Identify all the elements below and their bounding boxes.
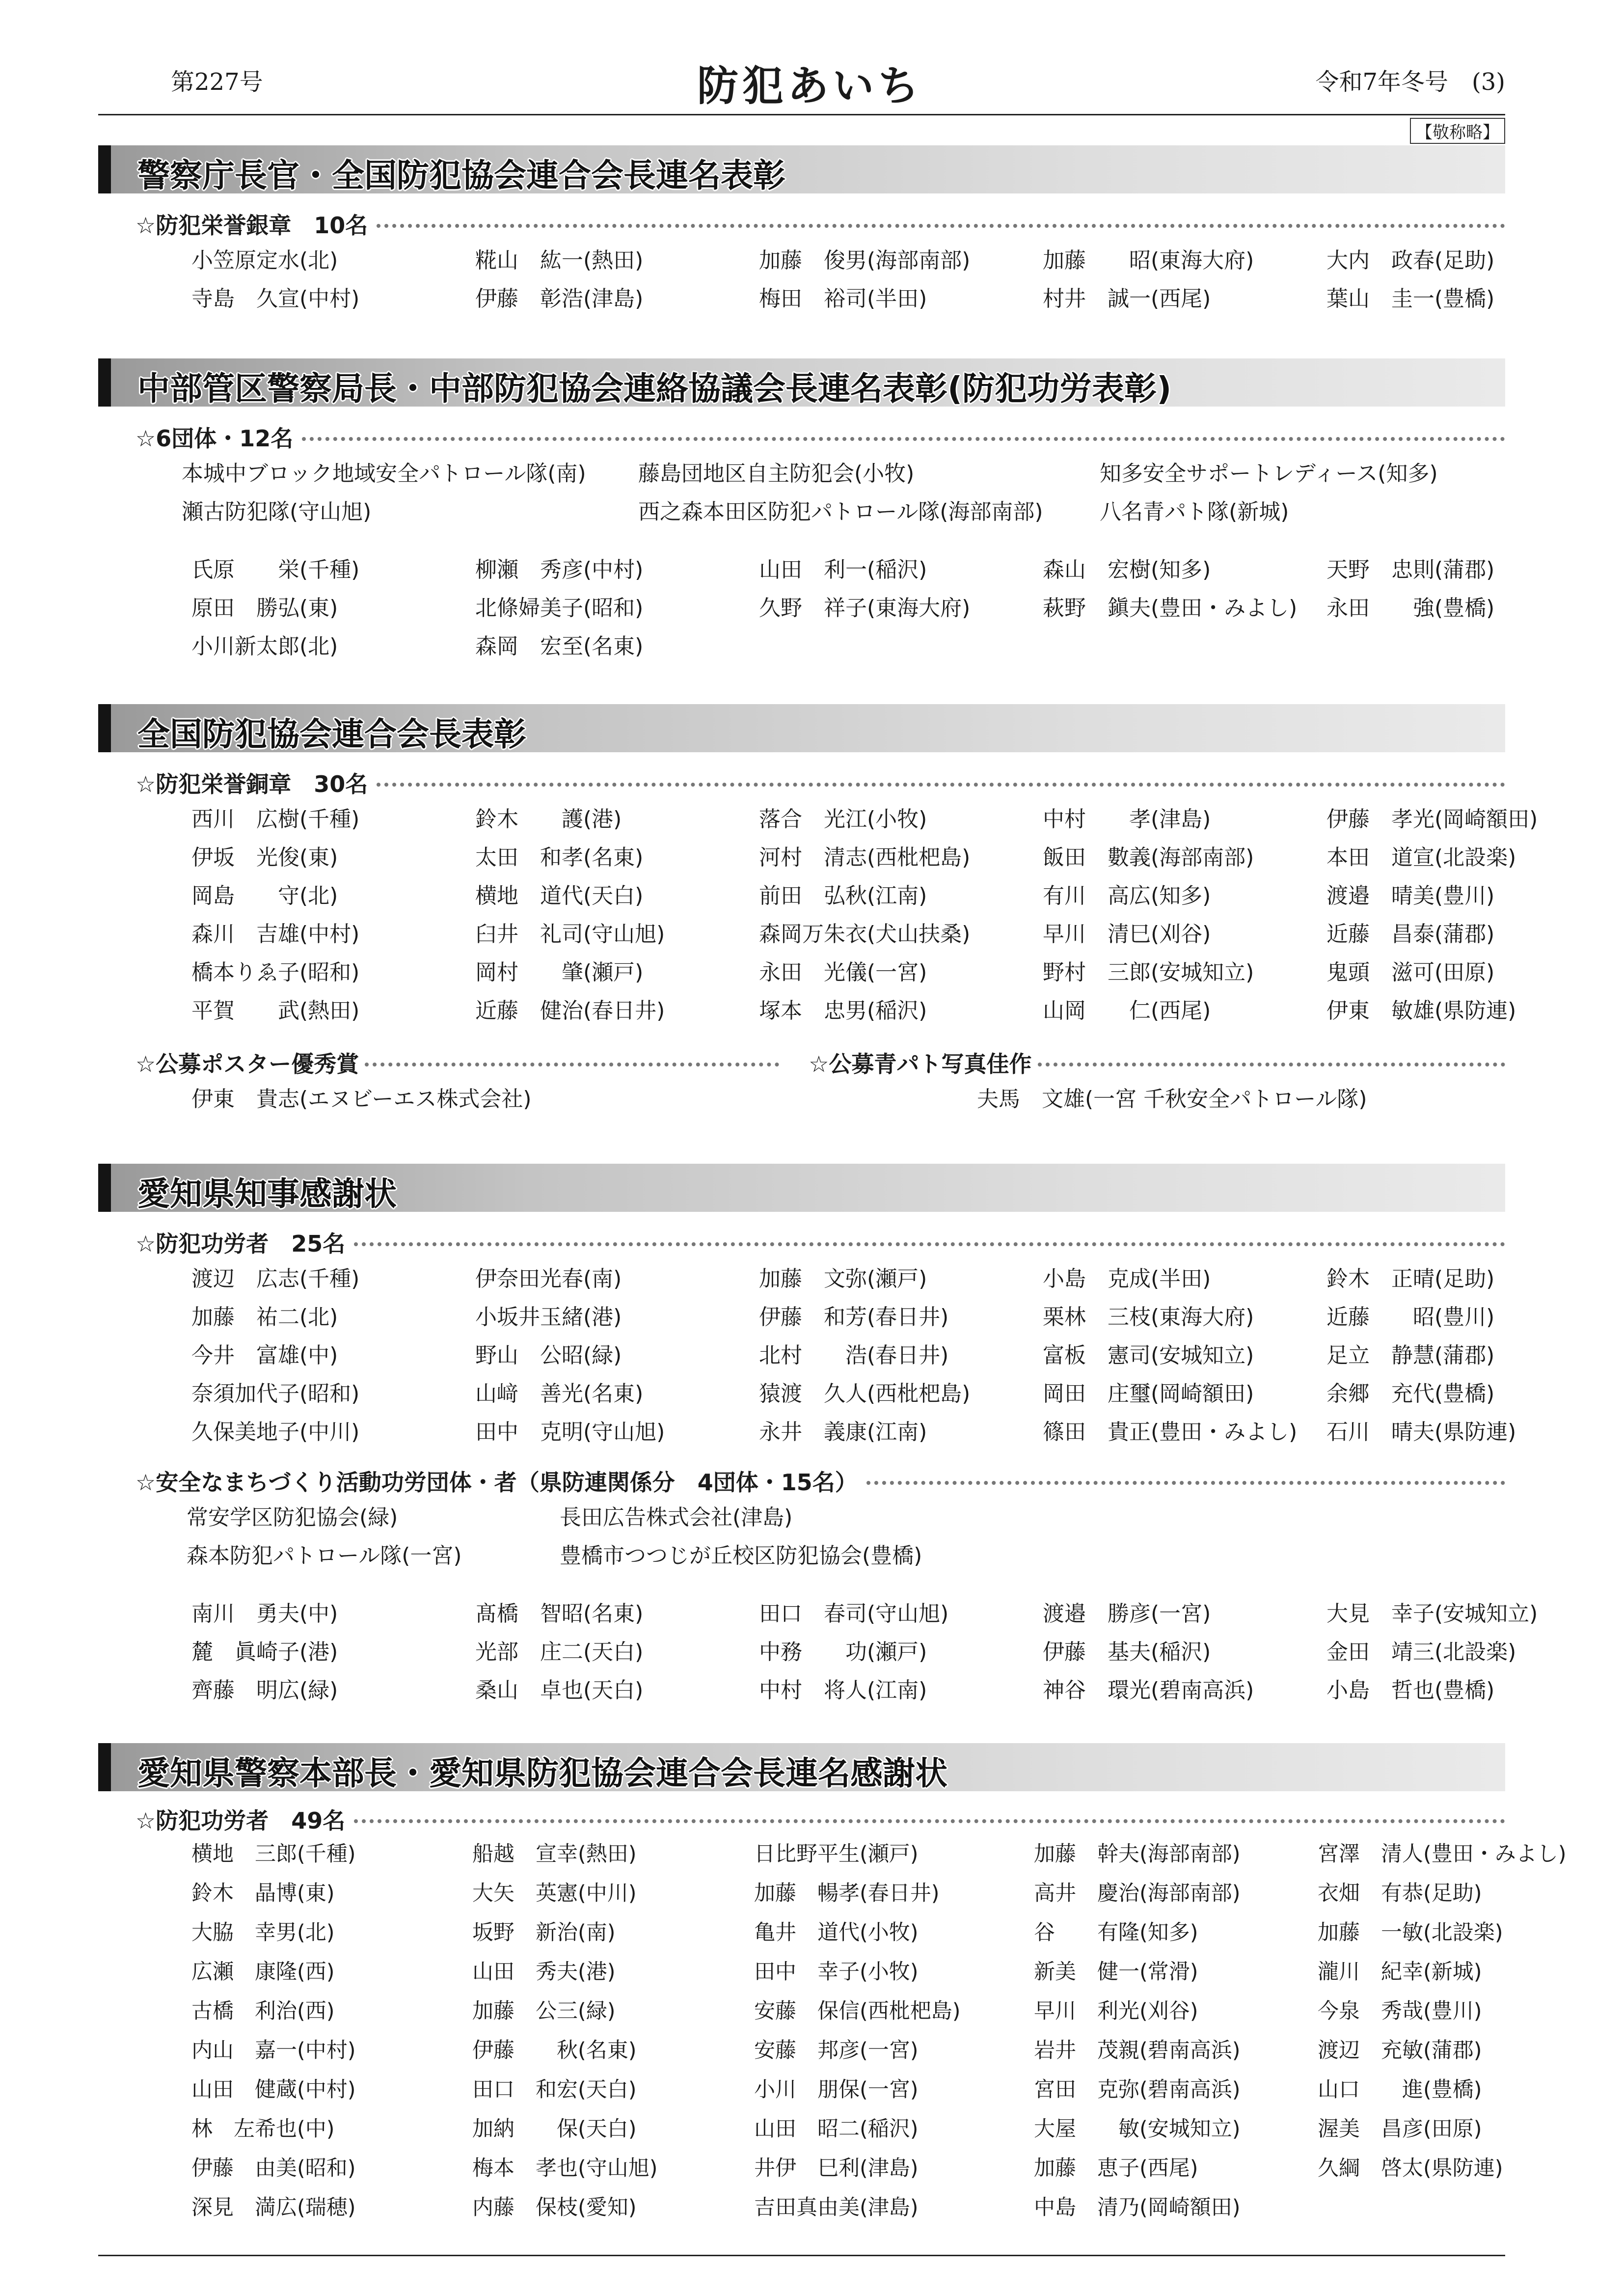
award-category: [135, 419, 1505, 455]
recipient-name: 谷 有隆(知多): [1034, 1920, 1198, 1945]
recipient-name: 萩野 鎭夫(豊田・みよし): [1043, 596, 1298, 621]
recipient-name: 久保美地子(中川): [191, 1420, 360, 1445]
recipient-name: 山田 健蔵(中村): [191, 2077, 356, 2102]
section-title: 全国防犯協会連合会長表彰: [137, 715, 526, 753]
recipient-name: 鈴木 晶博(東): [191, 1881, 335, 1906]
recipient-name: 近藤 昌泰(蒲郡): [1326, 922, 1495, 947]
recipient-name: 本田 道宣(北設楽): [1326, 845, 1516, 870]
recipient-name: 加藤 恵子(西尾): [1034, 2156, 1198, 2181]
recipient-name: 加藤 幹夫(海部南部): [1034, 1842, 1241, 1866]
recipient-name: 新美 健一(常滑): [1034, 1960, 1198, 1984]
section-npa-commendation: [98, 145, 1505, 318]
recipient-name: 髙橋 智昭(名東): [475, 1601, 644, 1626]
recipient-name: 永田 強(豊橋): [1326, 596, 1495, 621]
recipient-name: 渡辺 広志(千種): [191, 1266, 360, 1291]
recipient-name: 横地 三郎(千種): [191, 1842, 356, 1866]
award-category: [135, 206, 1505, 242]
spacer: [98, 1575, 1505, 1595]
recipient-name: 岡島 守(北): [191, 883, 338, 908]
recipient-name: 高井 慶治(海部南部): [1034, 1881, 1241, 1906]
recipient-name: 伊坂 光俊(東): [191, 845, 338, 870]
recipient-name: 久綱 啓太(県防連): [1318, 2156, 1503, 2181]
recipient-name: 内山 嘉一(中村): [191, 2038, 356, 2063]
recipient-name: 久野 祥子(東海大府): [759, 596, 971, 621]
recipient-name: 大矢 英憲(中川): [472, 1881, 637, 1906]
recipient-name: 太田 和孝(名東): [475, 845, 644, 870]
recipient-name: 森岡万朱衣(犬山扶桑): [759, 922, 971, 947]
award-label: ☆防犯栄誉銀章 10名: [135, 212, 368, 239]
award-label: ☆防犯功労者 49名: [135, 1807, 346, 1834]
spacer: [98, 531, 1505, 551]
recipient-name: 伊藤 基夫(稲沢): [1043, 1640, 1211, 1665]
recipient-name: 田中 克明(守山旭): [475, 1420, 665, 1445]
section-title-bar: [98, 704, 1505, 752]
section-title: 警察庁長官・全国防犯協会連合会長連名表彰: [137, 157, 785, 194]
recipient-name: 糀山 紘一(熱田): [475, 248, 644, 273]
recipient-grid: [191, 242, 1497, 318]
recipient-name: 早川 利光(刈谷): [1034, 1999, 1198, 2023]
recipient-name: 山岡 仁(西尾): [1043, 998, 1211, 1023]
recipient-name: 臼井 礼司(守山旭): [475, 922, 665, 947]
recipient-name: 中島 清乃(岡崎額田): [1034, 2195, 1241, 2220]
recipient-name: 富板 憲司(安城知立): [1043, 1343, 1254, 1368]
recipient-name: 足立 静慧(蒲郡): [1326, 1343, 1495, 1368]
recipient-name: 田口 春司(守山旭): [759, 1601, 949, 1626]
recipient-name: 伊藤 秋(名東): [472, 2038, 637, 2063]
recipient-name: 飯田 數義(海部南部): [1043, 845, 1254, 870]
recipient-name: 北條婦美子(昭和): [475, 596, 644, 621]
recipient-name: 氏原 栄(千種): [191, 557, 360, 582]
recipient-name: 齊藤 明広(緑): [191, 1678, 338, 1703]
recipient-name: 横地 道代(天白): [475, 883, 644, 908]
recipient-name: 日比野平生(瀬戸): [754, 1842, 919, 1866]
recipient-name: 瀧川 紀幸(新城): [1318, 1960, 1482, 1984]
spacer: [98, 1451, 1505, 1463]
recipient-name: 宮澤 清人(豊田・みよし): [1318, 1842, 1567, 1866]
group-name: 豊橋市つつじが丘校区防犯協会(豊橋): [560, 1543, 922, 1568]
award-label: ☆公募青パト写真佳作: [809, 1051, 1032, 1077]
recipient-name: 森岡 宏至(名東): [475, 634, 644, 659]
award-pair: [135, 1045, 1505, 1080]
recipient-name: 西川 広樹(千種): [191, 807, 360, 832]
recipient-name: 伊藤 孝光(岡崎額田): [1326, 807, 1538, 832]
recipient-name: 加藤 公三(緑): [472, 1999, 616, 2023]
recipient-name: 小坂井玉緒(港): [475, 1305, 622, 1330]
recipient-name: 岡村 肇(瀬戸): [475, 960, 644, 985]
recipient-name: 伊東 敏雄(県防連): [1326, 998, 1516, 1023]
recipient-name: 加藤 昭(東海大府): [1043, 248, 1254, 273]
recipient-grid: [191, 1834, 1567, 2227]
group-name: 常安学区防犯協会(緑): [187, 1505, 398, 1530]
recipient-name: 大内 政春(足助): [1326, 248, 1495, 273]
recipient-name: 梅本 孝也(守山旭): [472, 2156, 658, 2181]
recipient-name: 金田 靖三(北設楽): [1326, 1640, 1516, 1665]
award-category-photo: [809, 1045, 1505, 1080]
recipient-name: 中村 将人(江南): [759, 1678, 927, 1703]
group-name: 瀬古防犯隊(守山旭): [182, 499, 372, 524]
award-category: [135, 1225, 1505, 1260]
recipient-name: 加藤 一敏(北設楽): [1318, 1920, 1503, 1945]
award-category: [135, 1463, 1505, 1499]
group-name: 本城中ブロック地域安全パトロール隊(南): [182, 461, 586, 486]
award-label: ☆防犯栄誉銅章 30名: [135, 771, 368, 797]
group-name: 藤島団地区自主防犯会(小牧): [638, 461, 915, 486]
recipient-name: 伊藤 由美(昭和): [191, 2156, 356, 2181]
recipient-name: 林 左希也(中): [191, 2117, 335, 2141]
section-national-federation-commendation: [98, 704, 1538, 1119]
recipient-name: 渡邉 晴美(豊川): [1326, 883, 1495, 908]
leader-dots: [354, 1242, 1505, 1246]
recipient-name: 橋本りゑ子(昭和): [191, 960, 360, 985]
recipient-name: 近藤 健治(春日井): [475, 998, 665, 1023]
award-label: ☆防犯功労者 25名: [135, 1230, 346, 1257]
leader-dots: [377, 783, 1505, 787]
recipient-name: 宮田 克弥(碧南高浜): [1034, 2077, 1241, 2102]
recipient-grid: [191, 551, 1497, 666]
section-title: 愛知県警察本部長・愛知県防犯協会連合会長連名感謝状: [137, 1754, 947, 1792]
recipient-grid: [191, 800, 1538, 1030]
recipient-name: 葉山 圭一(豊橋): [1326, 286, 1495, 311]
recipient-name: 塚本 忠男(稲沢): [759, 998, 927, 1023]
recipient-name: 石川 晴夫(県防連): [1326, 1420, 1516, 1445]
recipient-name: 落合 光江(小牧): [759, 807, 927, 832]
recipient-name: 衣畑 有恭(足助): [1318, 1881, 1482, 1906]
recipient-name: 加藤 祐二(北): [191, 1305, 338, 1330]
recipient-name: 船越 宣幸(熱田): [472, 1842, 637, 1866]
section-title: 愛知県知事感謝状: [137, 1175, 397, 1213]
recipient-name: 今泉 秀哉(豊川): [1318, 1999, 1482, 2023]
recipient-name: 山田 昭二(稲沢): [754, 2117, 919, 2141]
section-title-bar: [98, 358, 1505, 407]
section-police-chief-appreciation: [98, 1743, 1567, 2227]
recipient-name: 野山 公昭(緑): [475, 1343, 622, 1368]
recipient-name: 森山 宏樹(知多): [1043, 557, 1211, 582]
recipient-name: 山田 秀夫(港): [472, 1960, 616, 1984]
section-chubu-commendation: [98, 358, 1505, 666]
recipient-name: 小島 哲也(豊橋): [1326, 1678, 1495, 1703]
group-name: 西之森本田区防犯パトロール隊(海部南部): [638, 499, 1043, 524]
recipient-name: 今井 富雄(中): [191, 1343, 338, 1368]
award-category-poster: [135, 1045, 779, 1080]
recipient-name: 田中 幸子(小牧): [754, 1960, 919, 1984]
recipient-name: 柳瀬 秀彦(中村): [475, 557, 644, 582]
leader-dots: [1038, 1063, 1505, 1066]
recipient-name: 安藤 保信(西枇杷島): [754, 1999, 961, 2023]
recipient-name: 内藤 保枝(愛知): [472, 2195, 637, 2220]
recipient-name: 井伊 巳利(津島): [754, 2156, 919, 2181]
group-name: 知多安全サポートレディース(知多): [1100, 461, 1438, 486]
leader-dots: [302, 437, 1505, 441]
group-name: 八名青パト隊(新城): [1100, 499, 1289, 524]
section-title-bar: [98, 145, 1505, 193]
award-category: [135, 1804, 1505, 1834]
recipient-name: 加藤 文弥(瀬戸): [759, 1266, 927, 1291]
recipient-name: 梅田 裕司(半田): [759, 286, 927, 311]
recipient-name: 渥美 昌彦(田原): [1318, 2117, 1482, 2141]
recipient-name: 安藤 邦彦(一宮): [754, 2038, 919, 2063]
recipient-name: 加納 保(天白): [472, 2117, 637, 2141]
award-category: [135, 765, 1505, 800]
issue-date: 令和7年冬号 (3): [1315, 68, 1505, 96]
leader-dots: [866, 1481, 1505, 1485]
leader-dots: [365, 1063, 779, 1066]
recipient-name: 小川新太郎(北): [191, 634, 338, 659]
header-rule: [98, 114, 1505, 115]
recipient-name: 桑山 卓也(天白): [475, 1678, 644, 1703]
recipient-name: 寺島 久宣(中村): [191, 286, 360, 311]
recipient-name: 加藤 暢孝(春日井): [754, 1881, 940, 1906]
recipient-name: 田口 和宏(天白): [472, 2077, 637, 2102]
recipient-name: 古橋 利治(西): [191, 1999, 335, 2023]
group-name: 長田広告株式会社(津島): [560, 1505, 793, 1530]
award-label: ☆6団体・12名: [135, 425, 294, 452]
recipient-name: 伊藤 和芳(春日井): [759, 1305, 949, 1330]
recipient-name: 河村 清志(西枇杷島): [759, 845, 971, 870]
recipient-name: 神谷 環光(碧南高浜): [1043, 1678, 1254, 1703]
recipient-name: 栗林 三枝(東海大府): [1043, 1305, 1254, 1330]
recipient-name: 加藤 俊男(海部南部): [759, 248, 971, 273]
recipient-name: 坂野 新治(南): [472, 1920, 616, 1945]
recipient-name: 伊東 貴志(エヌビーエス株式会社): [191, 1087, 532, 1112]
recipient-name: 余郷 充代(豊橋): [1326, 1381, 1495, 1406]
recipient-name: 岡田 庄璽(岡崎額田): [1043, 1381, 1254, 1406]
leader-dots: [377, 224, 1505, 228]
recipient-name: 鈴木 正晴(足助): [1326, 1266, 1495, 1291]
recipient-name: 原田 勝弘(東): [191, 596, 338, 621]
recipient-name: 伊藤 彰浩(津島): [475, 286, 644, 311]
recipient-name: 猿渡 久人(西枇杷島): [759, 1381, 971, 1406]
honorific-note: 【敬称略】: [1410, 118, 1505, 144]
recipient-name: 大見 幸子(安城知立): [1326, 1601, 1538, 1626]
recipient-name: 有川 高広(知多): [1043, 883, 1211, 908]
section-title: 中部管区警察局長・中部防犯協会連絡協議会長連名表彰(防犯功労表彰): [137, 370, 1172, 408]
recipient-name: 山田 利一(稲沢): [759, 557, 927, 582]
recipient-name: 中村 孝(津島): [1043, 807, 1211, 832]
recipient-name: 北村 浩(春日井): [759, 1343, 949, 1368]
leader-dots: [354, 1819, 1505, 1823]
recipient-name: 伊奈田光春(南): [475, 1266, 622, 1291]
recipient-name: 森川 吉雄(中村): [191, 922, 360, 947]
recipient-name: 村井 誠一(西尾): [1043, 286, 1211, 311]
recipient-name: 鬼頭 滋可(田原): [1326, 960, 1495, 985]
recipient-name: 広瀬 康隆(西): [191, 1960, 335, 1984]
recipient-name: 南川 勇夫(中): [191, 1601, 338, 1626]
recipient-name: 中務 功(瀬戸): [759, 1640, 927, 1665]
recipient-name: 小笠原定水(北): [191, 248, 338, 273]
recipient-name: 夫馬 文雄(一宮 千秋安全パトロール隊): [977, 1087, 1367, 1112]
recipient-name: 早川 清巳(刈谷): [1043, 922, 1211, 947]
recipient-name: 山﨑 善光(名東): [475, 1381, 644, 1406]
recipient-grid: [191, 1595, 1538, 1710]
newsletter-title: 防犯あいち: [697, 61, 923, 110]
recipient-name: 山口 進(豊橋): [1318, 2077, 1482, 2102]
recipient-name: 岩井 茂親(碧南高浜): [1034, 2038, 1241, 2063]
recipient-name: 大屋 敏(安城知立): [1034, 2117, 1241, 2141]
recipient-name: 小島 克成(半田): [1043, 1266, 1211, 1291]
recipient-name: 前田 弘秋(江南): [759, 883, 927, 908]
award-label: ☆安全なまちづくり活動功労団体・者（県防連関係分 4団体・15名）: [135, 1469, 858, 1496]
recipient-name: 亀井 道代(小牧): [754, 1920, 919, 1945]
recipient-name: 麓 眞崎子(港): [191, 1640, 338, 1665]
recipient-name: 野村 三郎(安城知立): [1043, 960, 1254, 985]
recipient-name: 小川 朋保(一宮): [754, 2077, 919, 2102]
award-pair-names: [98, 1080, 1505, 1119]
recipient-name: 近藤 昭(豊川): [1326, 1305, 1495, 1330]
section-title-bar: [98, 1164, 1505, 1212]
recipient-name: 光部 庄二(天白): [475, 1640, 644, 1665]
recipient-name: 永井 義康(江南): [759, 1420, 927, 1445]
recipient-name: 鈴木 護(港): [475, 807, 622, 832]
section-governor-appreciation: [98, 1164, 1538, 1710]
recipient-name: 平賀 武(熱田): [191, 998, 360, 1023]
recipient-name: 深見 満広(瑞穂): [191, 2195, 356, 2220]
recipient-name: 大脇 幸男(北): [191, 1920, 335, 1945]
recipient-name: 天野 忠則(蒲郡): [1326, 557, 1495, 582]
award-label: ☆公募ポスター優秀賞: [135, 1051, 359, 1077]
group-grid: [187, 1499, 1492, 1575]
recipient-name: 篠田 貴正(豊田・みよし): [1043, 1420, 1298, 1445]
issue-number: 第227号: [171, 68, 263, 96]
recipient-grid: [191, 1260, 1516, 1451]
recipient-name: 渡辺 充敏(蒲郡): [1318, 2038, 1482, 2063]
recipient-name: 渡邉 勝彦(一宮): [1043, 1601, 1211, 1626]
recipient-name: 永田 光儀(一宮): [759, 960, 927, 985]
recipient-name: 奈須加代子(昭和): [191, 1381, 360, 1406]
section-title-bar: [98, 1743, 1505, 1791]
group-name: 森本防犯パトロール隊(一宮): [187, 1543, 462, 1568]
group-grid: [182, 455, 1488, 531]
footer-rule: [98, 2255, 1505, 2256]
recipient-name: 吉田真由美(津島): [754, 2195, 919, 2220]
spacer: [98, 1030, 1505, 1045]
